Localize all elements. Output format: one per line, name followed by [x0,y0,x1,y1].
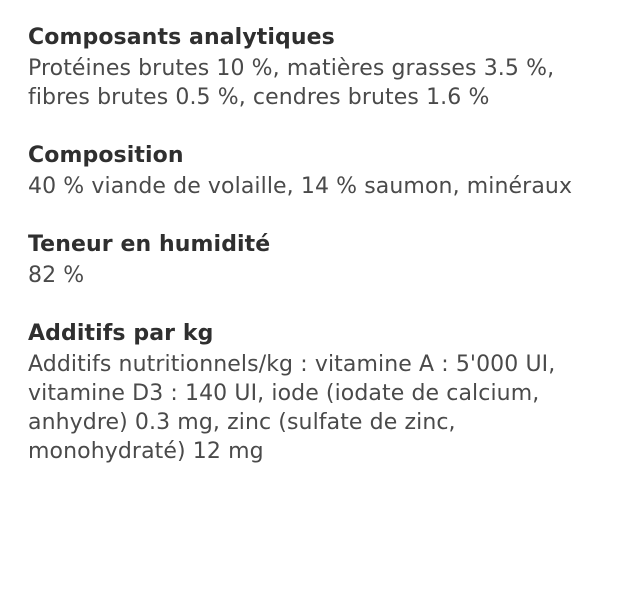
section-body: 82 % [28,263,85,288]
section-title: Additifs par kg [28,321,214,346]
section-title: Teneur en humidité [28,232,271,257]
section-body: 40 % viande de volaille, 14 % saumon, minéraux [28,174,573,199]
section-title: Composants analytiques [28,25,335,50]
section-teneur-en-humidite [28,231,614,290]
section-title: Composition [28,143,184,168]
section-composants-analytiques [28,24,614,112]
section-composition [28,142,614,201]
section-body: Additifs nutritionnels/kg : vitamine A : 5'000 UI, vitamine D3 : 140 UI, iode (iodate de calcium, anhydre) 0.3 mg, zinc (sulfate de zinc, monohydraté) 12 mg [28,352,556,464]
section-additifs-par-kg [28,320,614,466]
section-body: Protéines brutes 10 %, matières grasses 3.5 %, fibres brutes 0.5 %, cendres brutes 1.6 % [28,56,555,110]
